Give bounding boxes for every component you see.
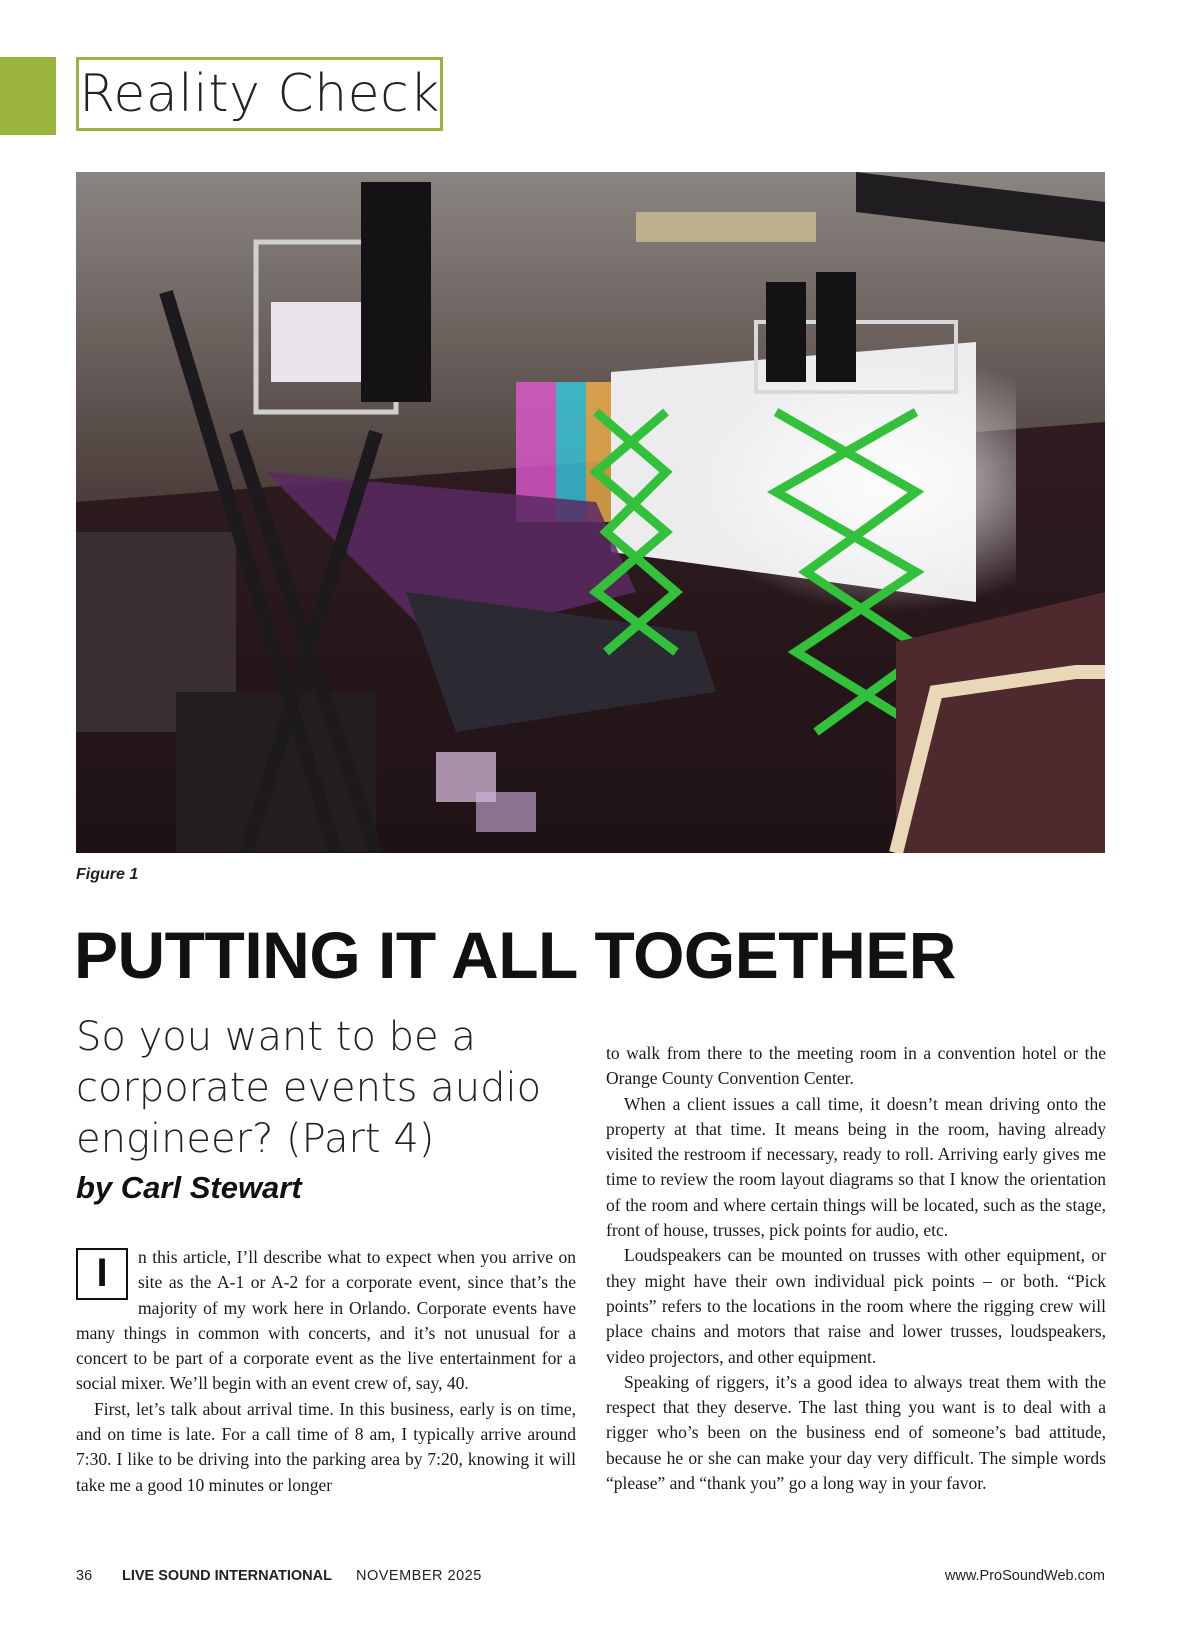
paragraph: Loudspeakers can be mounted on trusses with other equipment, or they might have their own individual pick points – or both. “Pick points” refers to the locations in the room where the rigging crew will place chains and motors that raise and lower trusses, loudspeakers, video projectors, and other equipment. <box>606 1245 1106 1367</box>
article-deck: So you want to be a corporate events audio engineer? (Part 4) <box>76 1014 542 1162</box>
paragraph: to walk from there to the meeting room in a convention hotel or the Orange County Convention Center. <box>606 1043 1106 1089</box>
paragraph: First, let’s talk about arrival time. In this business, early is on time, and on time is late. For a call time of 8 am, I typically arrive around 7:30. I like to be driving into the parking area by 7:20, knowing it will take me a good 10 minutes or longer <box>76 1398 576 1495</box>
article-title: PUTTING IT ALL TOGETHER <box>74 918 956 992</box>
figure-caption: Figure 1 <box>76 866 139 883</box>
page-number: 36 <box>76 1568 93 1584</box>
paragraph: n this article, I’ll describe what to expect when you arrive on site as the A-1 or A-2 for a corporate event, since that’s the majority of my work here in Orlando. Corporate events have many things in common with concerts, and it’s not unusual for a concert to be part of a corporate event as the live entertainment for a social mixer. We’ll begin with an event crew of, say, 40. <box>76 1247 576 1394</box>
magazine-name: LIVE SOUND INTERNATIONAL <box>122 1568 332 1584</box>
event-setup-photo <box>76 172 1105 853</box>
paragraph: When a client issues a call time, it doesn’t mean driving onto the property at that time. It means being in the room, having already visited the restroom if necessary, ready to roll. Arriving early gives me time to review the room layout diagrams so that I know the orientation of the room and where certain things will be located, such as the stage, front of house, trusses, pick points for audio, etc. <box>606 1093 1106 1241</box>
section-header <box>76 57 443 131</box>
paragraph: Speaking of riggers, it’s a good idea to always treat them with the respect that they deserve. The last thing you want is to deal with a rigger who’s been on the business end of someone’s bad attitude, because he or she can make your day very difficult. The simple words “please” and “thank you” go a long way in your favor. <box>606 1371 1106 1494</box>
section-color-tab <box>0 57 56 135</box>
issue-date: NOVEMBER 2025 <box>356 1568 482 1584</box>
drop-cap: I <box>76 1248 128 1300</box>
article-column-left <box>76 1245 576 1498</box>
article-column-right <box>606 1041 1106 1496</box>
section-label: Reality Check <box>79 64 440 124</box>
feature-photo <box>76 172 1105 853</box>
article-byline: by Carl Stewart <box>76 1170 302 1205</box>
website-link[interactable]: www.ProSoundWeb.com <box>944 1568 1105 1584</box>
